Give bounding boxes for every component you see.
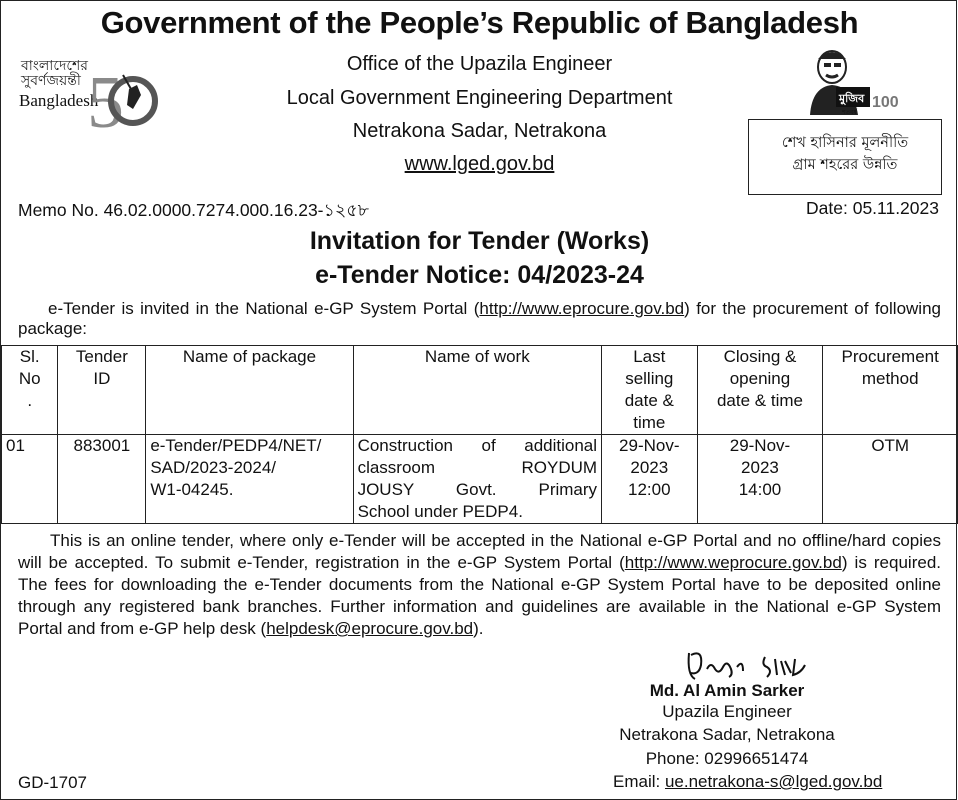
handwritten-signature-icon xyxy=(681,645,821,685)
body-line-4: through any registered bank branches. Further information and guidelines are available in the National e-GP System xyxy=(18,597,941,616)
golden-jubilee-logo xyxy=(15,47,153,167)
signatory-email-link[interactable]: ue.netrakona-s@lged.gov.bd xyxy=(664,772,883,791)
notice-title: Invitation for Tender (Works) xyxy=(309,227,650,255)
notice-number: e-Tender Notice: 04/2023-24 xyxy=(315,261,644,289)
signatory-email-line: Email: ue.netrakona-s@lged.gov.bd xyxy=(613,772,883,791)
cell-method: OTM xyxy=(823,435,958,524)
intro-text-pre: e-Tender is invited in the National e-GP System Portal ( xyxy=(48,299,480,318)
cell-sl: 01 xyxy=(2,435,58,524)
body-line-2: will be accepted. To submit e-Tender, registration in the e-GP System Portal (http://www.weprocure.gov.bd) is required. xyxy=(18,553,941,572)
table-row xyxy=(2,435,958,524)
cell-selling-date: 29-Nov- 2023 12:00 xyxy=(602,435,697,524)
slogan-line-2: গ্রাম শহরের উন্নতি xyxy=(792,157,898,173)
svg-text:5: 5 xyxy=(87,62,124,144)
header-method: Procurement method xyxy=(823,346,958,435)
svg-text:100: 100 xyxy=(872,94,899,111)
svg-text:মুজিব: মুজিব xyxy=(839,92,865,105)
logo-country-text: Bangladesh xyxy=(19,91,99,110)
body-line-3: The fees for downloading the e-Tender documents from the National e-GP System Portal have to be deposited online xyxy=(18,575,941,594)
slogan-box xyxy=(748,119,942,195)
signatory-phone: Phone: 02996651474 xyxy=(645,749,809,768)
signatory-designation: Upazila Engineer xyxy=(662,702,792,721)
eprocure-link[interactable]: http://www.eprocure.gov.bd xyxy=(479,299,685,318)
cell-package: e-Tender/PEDP4/NET/ SAD/2023-2024/ W1-04245. xyxy=(146,435,353,524)
office-location: Netrakona Sadar, Netrakona xyxy=(352,120,607,142)
instructions-paragraph xyxy=(18,530,941,640)
header-package: Name of package xyxy=(146,346,353,435)
header-closing-date: Closing & opening date & time xyxy=(697,346,823,435)
body-line-1: This is an online tender, where only e-Tender will be accepted in the National e-GP Portal and no offline/hard copies xyxy=(50,531,941,550)
cell-closing-date: 29-Nov- 2023 14:00 xyxy=(697,435,823,524)
signatory-name: Md. Al Amin Sarker xyxy=(649,681,805,700)
header-tender-id: Tender ID xyxy=(58,346,146,435)
header-sl: Sl. No . xyxy=(2,346,58,435)
memo-number: Memo No. 46.02.0000.7274.000.16.23-১২৫৮ xyxy=(18,200,369,220)
header-work: Name of work xyxy=(353,346,601,435)
gd-code: GD-1707 xyxy=(18,773,87,792)
mujib-centenary-logo-icon xyxy=(836,85,899,116)
signatory-office: Netrakona Sadar, Netrakona xyxy=(619,725,835,744)
fifty-emblem-icon xyxy=(83,49,155,145)
intro-line-1 xyxy=(18,299,941,319)
government-title: Government of the People’s Republic of Bangladesh xyxy=(100,5,859,40)
body-line-5: Portal and from e-GP help desk (helpdesk@eprocure.gov.bd). xyxy=(18,619,484,638)
website-link[interactable]: www.lged.gov.bd xyxy=(404,153,555,175)
helpdesk-email-link[interactable]: helpdesk@eprocure.gov.bd xyxy=(266,619,474,638)
weprocure-link[interactable]: http://www.weprocure.gov.bd xyxy=(624,553,842,572)
intro-text-post: ) for the procurement of following xyxy=(684,299,941,318)
slogan-line-1: শেখ হাসিনার মূলনীতি xyxy=(781,135,909,151)
cell-tender-id: 883001 xyxy=(58,435,146,524)
cell-work: Construction of additional classroom ROYDUM JOUSY Govt. Primary School under PEDP4. xyxy=(353,435,601,524)
department-name: Local Government Engineering Department xyxy=(286,87,673,109)
table-header-row xyxy=(2,346,958,435)
svg-text:শতবর্ষ: শতবর্ষ xyxy=(842,109,857,116)
intro-paragraph xyxy=(18,299,941,339)
header-selling-date: Last selling date & time xyxy=(602,346,697,435)
office-name: Office of the Upazila Engineer xyxy=(346,53,613,75)
notice-date: Date: 05.11.2023 xyxy=(806,198,939,218)
logo-bangla-text: বাংলাদেশের সুবর্ণজয়ন্তী xyxy=(21,58,88,89)
tender-table xyxy=(1,345,958,524)
intro-line-2: package: xyxy=(18,319,87,338)
